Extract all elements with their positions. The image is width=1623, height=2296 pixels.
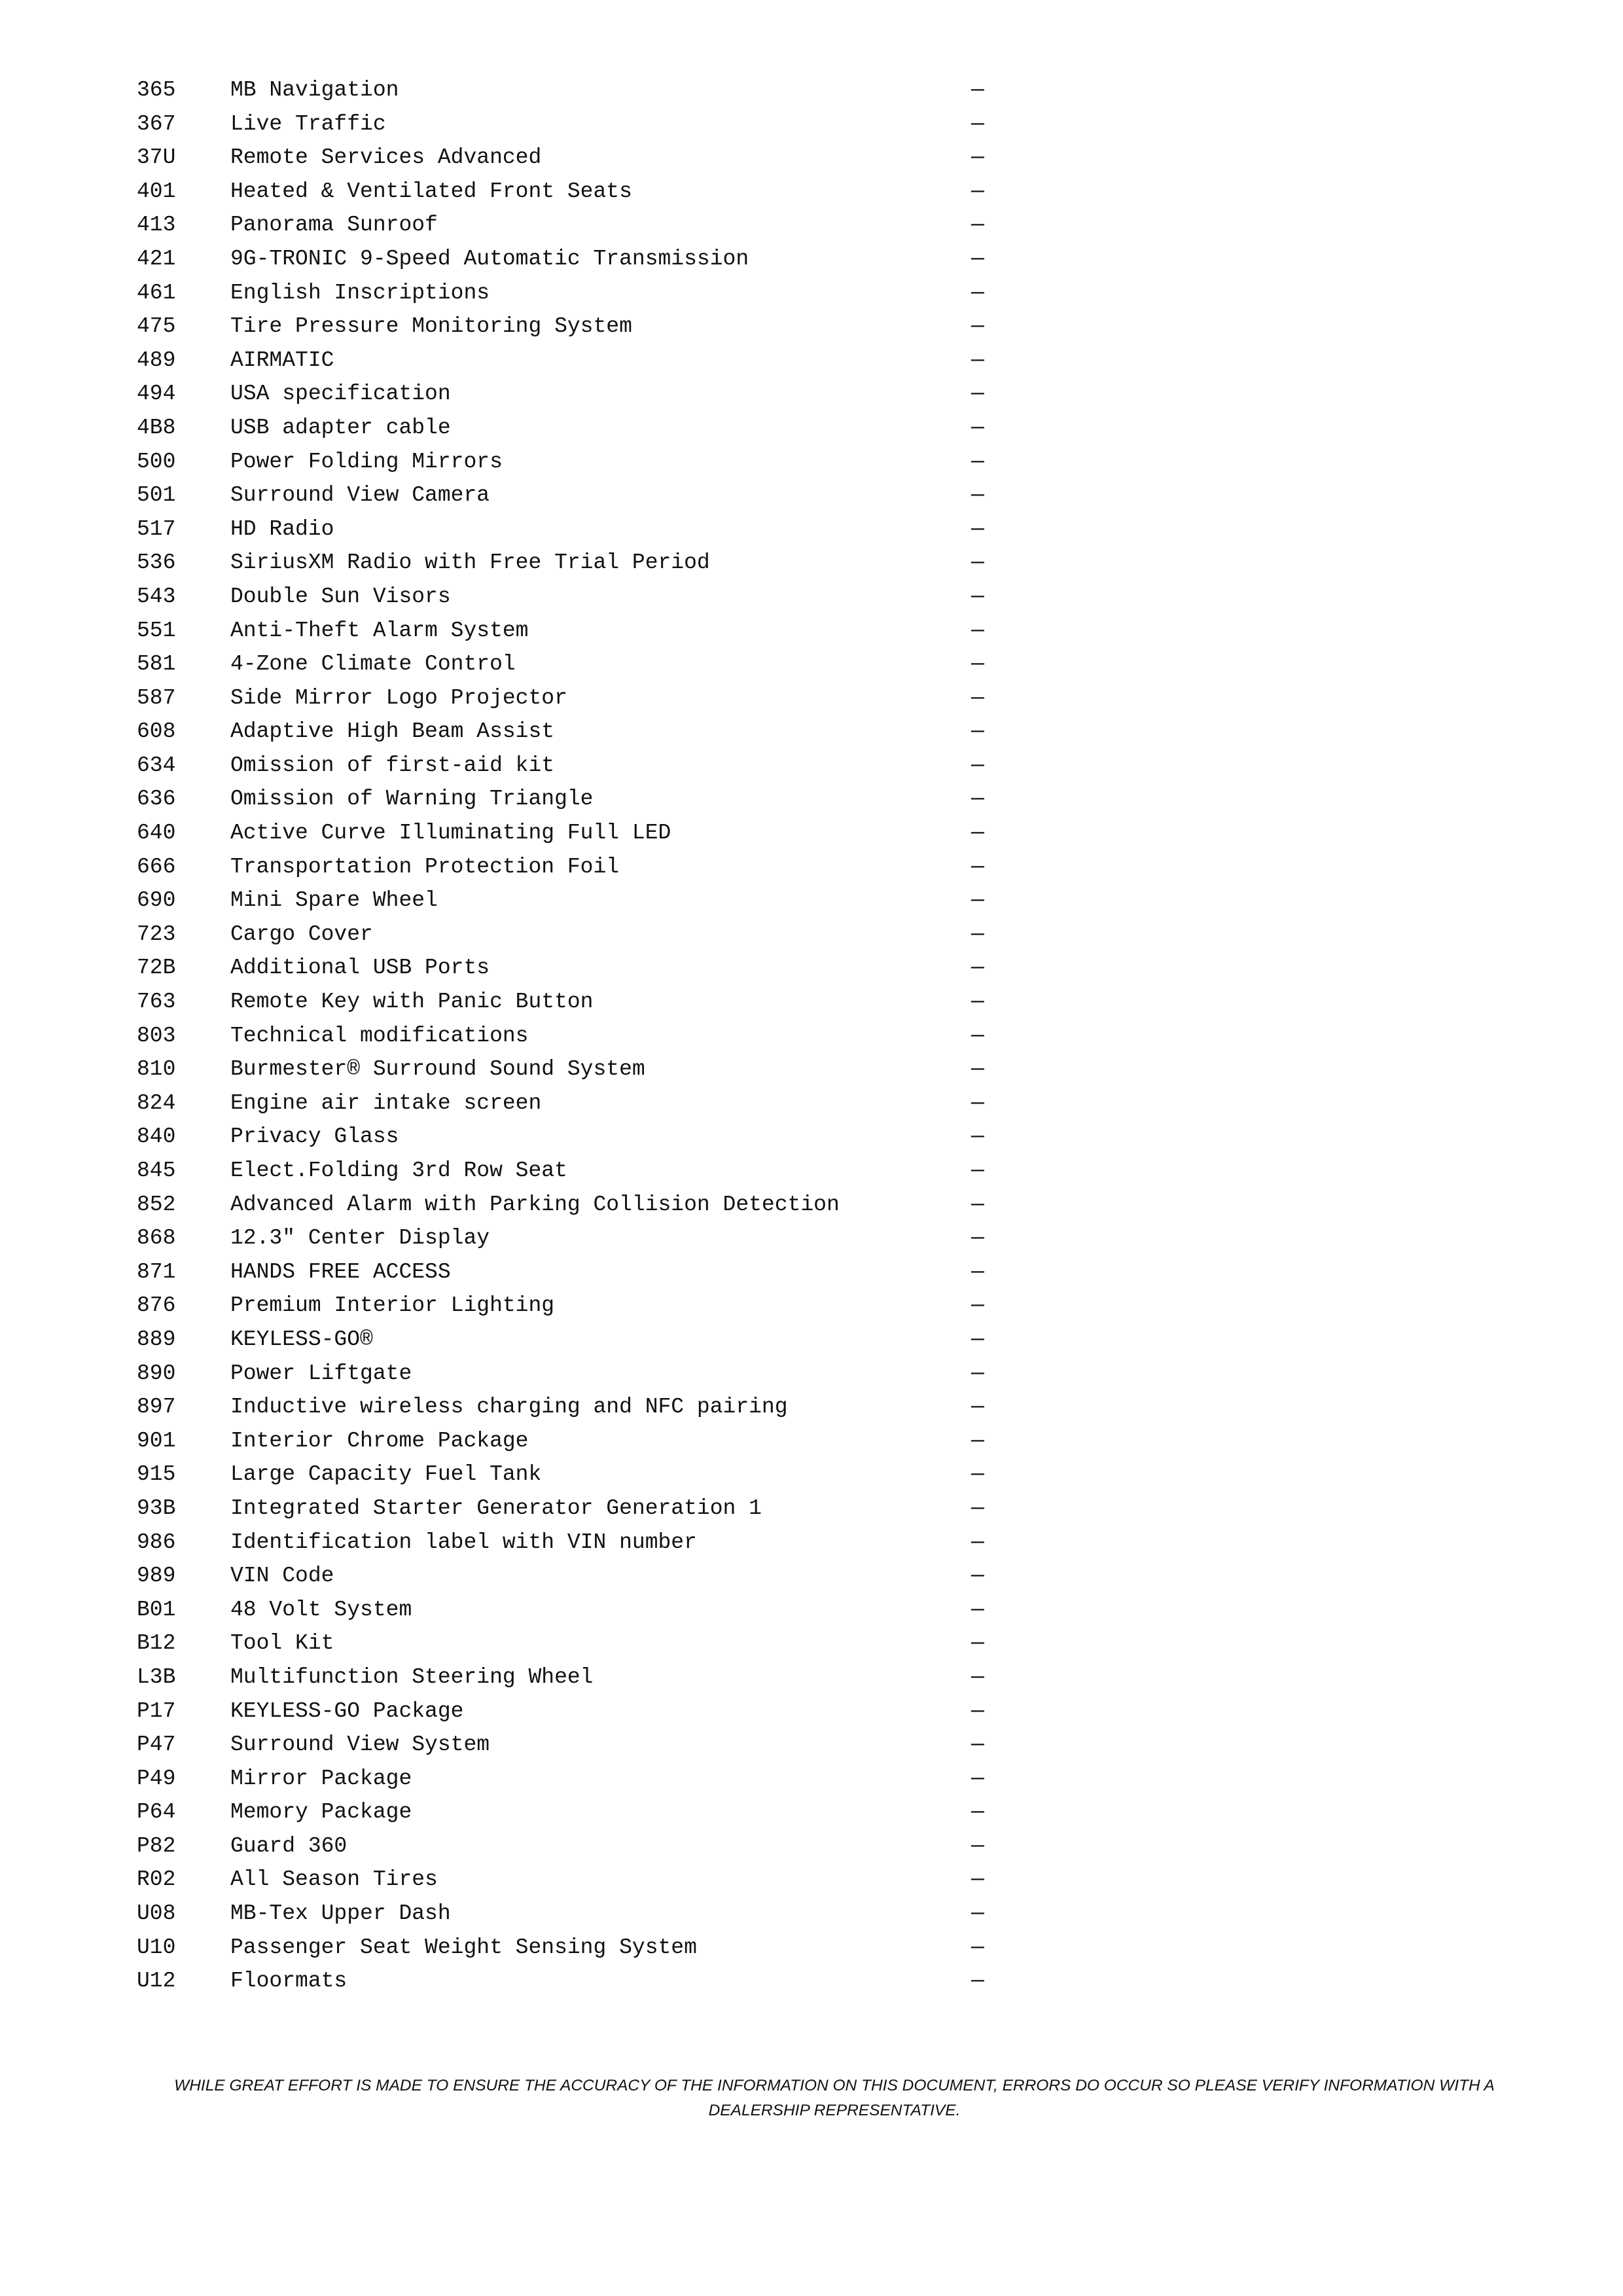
option-description: Mini Spare Wheel bbox=[230, 888, 438, 913]
option-description: Side Mirror Logo Projector bbox=[230, 685, 567, 710]
option-row bbox=[137, 1424, 1001, 1458]
option-row bbox=[137, 208, 1001, 242]
option-price: — bbox=[971, 922, 984, 946]
option-code: 93B bbox=[137, 1496, 176, 1520]
option-price: — bbox=[971, 1698, 984, 1723]
option-description: Remote Key with Panic Button bbox=[230, 990, 594, 1014]
option-row bbox=[137, 580, 1001, 614]
option-code: 500 bbox=[137, 449, 176, 474]
option-code: 852 bbox=[137, 1192, 176, 1217]
option-row bbox=[137, 1931, 1001, 1965]
option-price: — bbox=[971, 449, 984, 474]
option-row bbox=[137, 1593, 1001, 1627]
option-code: 401 bbox=[137, 179, 176, 204]
option-price: — bbox=[971, 1631, 984, 1656]
option-description: Engine air intake screen bbox=[230, 1090, 542, 1115]
option-price: — bbox=[971, 787, 984, 812]
option-code: 501 bbox=[137, 483, 176, 508]
option-row bbox=[137, 478, 1001, 512]
option-code: R02 bbox=[137, 1867, 176, 1892]
option-row bbox=[137, 107, 1001, 141]
option-price: — bbox=[971, 719, 984, 744]
option-description: HD Radio bbox=[230, 516, 334, 541]
option-price: — bbox=[971, 1664, 984, 1689]
option-row bbox=[137, 1052, 1001, 1086]
option-price: — bbox=[971, 1935, 984, 1960]
option-price: — bbox=[971, 1901, 984, 1926]
option-description: Active Curve Illuminating Full LED bbox=[230, 821, 671, 846]
option-description: Omission of first-aid kit bbox=[230, 753, 555, 778]
option-row bbox=[137, 276, 1001, 310]
option-code: 871 bbox=[137, 1259, 176, 1284]
option-code: 876 bbox=[137, 1293, 176, 1318]
option-description: Mirror Package bbox=[230, 1766, 412, 1791]
option-description: VIN Code bbox=[230, 1564, 334, 1588]
option-price: — bbox=[971, 1496, 984, 1520]
option-price: — bbox=[971, 1361, 984, 1386]
option-price: — bbox=[971, 246, 984, 271]
option-row bbox=[137, 344, 1001, 378]
option-description: HANDS FREE ACCESS bbox=[230, 1259, 451, 1284]
option-row bbox=[137, 1120, 1001, 1154]
option-code: 989 bbox=[137, 1564, 176, 1588]
option-description: USB adapter cable bbox=[230, 415, 451, 440]
option-description: Adaptive High Beam Assist bbox=[230, 719, 555, 744]
option-price: — bbox=[971, 990, 984, 1014]
option-row bbox=[137, 1255, 1001, 1289]
option-price: — bbox=[971, 618, 984, 643]
option-row bbox=[137, 1728, 1001, 1762]
option-price: — bbox=[971, 516, 984, 541]
option-code: 840 bbox=[137, 1124, 176, 1149]
option-row bbox=[137, 310, 1001, 344]
option-price: — bbox=[971, 1327, 984, 1352]
option-description: Tire Pressure Monitoring System bbox=[230, 314, 632, 339]
option-code: 608 bbox=[137, 719, 176, 744]
option-code: 897 bbox=[137, 1395, 176, 1420]
option-code: 475 bbox=[137, 314, 176, 339]
option-description: Heated & Ventilated Front Seats bbox=[230, 179, 632, 204]
option-price: — bbox=[971, 821, 984, 846]
option-description: Burmester® Surround Sound System bbox=[230, 1057, 645, 1082]
option-code: 536 bbox=[137, 550, 176, 575]
option-code: 37U bbox=[137, 145, 176, 170]
option-description: Privacy Glass bbox=[230, 1124, 399, 1149]
option-description: Tool Kit bbox=[230, 1631, 334, 1656]
option-description: Inductive wireless charging and NFC pairing bbox=[230, 1395, 788, 1420]
option-row bbox=[137, 1626, 1001, 1660]
option-description: Guard 360 bbox=[230, 1833, 348, 1858]
option-code: 517 bbox=[137, 516, 176, 541]
option-row bbox=[137, 1289, 1001, 1323]
option-description: English Inscriptions bbox=[230, 280, 490, 305]
option-code: 666 bbox=[137, 854, 176, 879]
option-description: Power Liftgate bbox=[230, 1361, 412, 1386]
option-code: 367 bbox=[137, 111, 176, 136]
option-description: Anti-Theft Alarm System bbox=[230, 618, 529, 643]
option-row bbox=[137, 1526, 1001, 1560]
option-price: — bbox=[971, 1969, 984, 1994]
option-description: USA specification bbox=[230, 382, 451, 406]
option-description: Cargo Cover bbox=[230, 922, 373, 946]
option-code: 365 bbox=[137, 78, 176, 102]
option-row bbox=[137, 1492, 1001, 1526]
option-row bbox=[137, 1695, 1001, 1729]
option-row bbox=[137, 918, 1001, 952]
option-code: 4B8 bbox=[137, 415, 176, 440]
option-price: — bbox=[971, 179, 984, 204]
option-row bbox=[137, 681, 1001, 715]
option-description: Panorama Sunroof bbox=[230, 213, 438, 238]
option-description: Surround View System bbox=[230, 1732, 490, 1757]
option-code: 824 bbox=[137, 1090, 176, 1115]
option-code: 723 bbox=[137, 922, 176, 946]
option-row bbox=[137, 816, 1001, 850]
option-row bbox=[137, 1458, 1001, 1492]
option-description: Double Sun Visors bbox=[230, 584, 451, 609]
option-description: Multifunction Steering Wheel bbox=[230, 1664, 594, 1689]
option-code: P82 bbox=[137, 1833, 176, 1858]
option-row bbox=[137, 614, 1001, 648]
option-code: P49 bbox=[137, 1766, 176, 1791]
option-code: 890 bbox=[137, 1361, 176, 1386]
option-row bbox=[137, 749, 1001, 783]
disclaimer-text: WHILE GREAT EFFORT IS MADE TO ENSURE THE ACCURACY OF THE INFORMATION ON THIS DOCUMENT, ERRORS DO OCCUR SO PLEASE VERIFY INFORMATION WITH A DEALERSHIP REPRESENTATIVE. bbox=[174, 2077, 1495, 2119]
option-row bbox=[137, 1323, 1001, 1357]
option-price: — bbox=[971, 1192, 984, 1217]
option-code: 901 bbox=[137, 1428, 176, 1453]
option-description: Memory Package bbox=[230, 1800, 412, 1825]
option-description: Additional USB Ports bbox=[230, 956, 490, 980]
option-row bbox=[137, 445, 1001, 479]
option-row bbox=[137, 175, 1001, 209]
option-row bbox=[137, 1897, 1001, 1931]
option-row bbox=[137, 884, 1001, 918]
option-description: All Season Tires bbox=[230, 1867, 438, 1892]
option-row bbox=[137, 1154, 1001, 1188]
option-code: 868 bbox=[137, 1226, 176, 1251]
option-code: 763 bbox=[137, 990, 176, 1014]
option-description: Interior Chrome Package bbox=[230, 1428, 529, 1453]
option-row bbox=[137, 1964, 1001, 1998]
option-description: Technical modifications bbox=[230, 1023, 529, 1048]
option-price: — bbox=[971, 1867, 984, 1892]
option-price: — bbox=[971, 1428, 984, 1453]
option-code: P47 bbox=[137, 1732, 176, 1757]
option-price: — bbox=[971, 1226, 984, 1251]
option-description: 4-Zone Climate Control bbox=[230, 652, 516, 677]
option-price: — bbox=[971, 111, 984, 136]
option-code: 986 bbox=[137, 1530, 176, 1554]
option-code: 551 bbox=[137, 618, 176, 643]
option-price: — bbox=[971, 415, 984, 440]
option-code: 587 bbox=[137, 685, 176, 710]
option-code: 636 bbox=[137, 787, 176, 812]
option-code: 421 bbox=[137, 246, 176, 271]
option-description: Surround View Camera bbox=[230, 483, 490, 508]
option-code: U08 bbox=[137, 1901, 176, 1926]
option-description: 9G-TRONIC 9-Speed Automatic Transmission bbox=[230, 246, 749, 271]
option-row bbox=[137, 411, 1001, 445]
option-row bbox=[137, 782, 1001, 816]
option-code: 690 bbox=[137, 888, 176, 913]
option-price: — bbox=[971, 382, 984, 406]
option-row bbox=[137, 1795, 1001, 1829]
option-price: — bbox=[971, 348, 984, 372]
option-price: — bbox=[971, 888, 984, 913]
option-price: — bbox=[971, 1732, 984, 1757]
option-price: — bbox=[971, 1462, 984, 1487]
option-description: 12.3" Center Display bbox=[230, 1226, 490, 1251]
option-price: — bbox=[971, 483, 984, 508]
option-row bbox=[137, 715, 1001, 749]
option-price: — bbox=[971, 1124, 984, 1149]
option-description: MB-Tex Upper Dash bbox=[230, 1901, 451, 1926]
option-description: Advanced Alarm with Parking Collision Detection bbox=[230, 1192, 840, 1217]
option-price: — bbox=[971, 1293, 984, 1318]
option-code: 810 bbox=[137, 1057, 176, 1082]
option-row bbox=[137, 647, 1001, 681]
option-row bbox=[137, 73, 1001, 107]
option-description: Elect.Folding 3rd Row Seat bbox=[230, 1158, 567, 1183]
option-price: — bbox=[971, 1057, 984, 1082]
option-code: 543 bbox=[137, 584, 176, 609]
option-row bbox=[137, 1357, 1001, 1391]
option-description: Transportation Protection Foil bbox=[230, 854, 620, 879]
option-row bbox=[137, 546, 1001, 580]
option-code: 634 bbox=[137, 753, 176, 778]
option-row bbox=[137, 1762, 1001, 1796]
option-code: B12 bbox=[137, 1631, 176, 1656]
option-code: 845 bbox=[137, 1158, 176, 1183]
option-price: — bbox=[971, 1766, 984, 1791]
option-price: — bbox=[971, 280, 984, 305]
option-price: — bbox=[971, 1023, 984, 1048]
option-row bbox=[137, 1863, 1001, 1897]
option-price: — bbox=[971, 1158, 984, 1183]
option-price: — bbox=[971, 1564, 984, 1588]
options-list bbox=[137, 73, 1001, 1998]
option-code: B01 bbox=[137, 1597, 176, 1622]
option-code: 72B bbox=[137, 956, 176, 980]
option-price: — bbox=[971, 1090, 984, 1115]
option-price: — bbox=[971, 1597, 984, 1622]
option-description: Power Folding Mirrors bbox=[230, 449, 503, 474]
option-code: 889 bbox=[137, 1327, 176, 1352]
option-price: — bbox=[971, 1800, 984, 1825]
option-code: 640 bbox=[137, 821, 176, 846]
option-row bbox=[137, 242, 1001, 276]
option-code: P64 bbox=[137, 1800, 176, 1825]
option-price: — bbox=[971, 584, 984, 609]
option-row bbox=[137, 377, 1001, 411]
option-row bbox=[137, 1086, 1001, 1121]
option-code: L3B bbox=[137, 1664, 176, 1689]
option-price: — bbox=[971, 314, 984, 339]
option-price: — bbox=[971, 956, 984, 980]
option-row bbox=[137, 1829, 1001, 1863]
option-price: — bbox=[971, 145, 984, 170]
option-description: MB Navigation bbox=[230, 78, 399, 102]
option-row bbox=[137, 1019, 1001, 1053]
option-description: Integrated Starter Generator Generation 1 bbox=[230, 1496, 762, 1520]
option-price: — bbox=[971, 652, 984, 677]
option-description: Remote Services Advanced bbox=[230, 145, 542, 170]
option-description: Large Capacity Fuel Tank bbox=[230, 1462, 542, 1487]
option-price: — bbox=[971, 685, 984, 710]
option-description: KEYLESS-GO® bbox=[230, 1327, 373, 1352]
option-description: Premium Interior Lighting bbox=[230, 1293, 555, 1318]
option-row bbox=[137, 141, 1001, 175]
option-description: SiriusXM Radio with Free Trial Period bbox=[230, 550, 710, 575]
option-description: Identification label with VIN number bbox=[230, 1530, 697, 1554]
option-code: 803 bbox=[137, 1023, 176, 1048]
option-code: 489 bbox=[137, 348, 176, 372]
option-row bbox=[137, 512, 1001, 547]
option-row bbox=[137, 1559, 1001, 1593]
option-row bbox=[137, 1188, 1001, 1222]
option-price: — bbox=[971, 213, 984, 238]
option-code: P17 bbox=[137, 1698, 176, 1723]
option-description: Floormats bbox=[230, 1969, 348, 1994]
option-row bbox=[137, 951, 1001, 985]
option-description: KEYLESS-GO Package bbox=[230, 1698, 464, 1723]
option-code: 915 bbox=[137, 1462, 176, 1487]
option-row bbox=[137, 1221, 1001, 1255]
option-price: — bbox=[971, 854, 984, 879]
option-code: 581 bbox=[137, 652, 176, 677]
option-description: Live Traffic bbox=[230, 111, 386, 136]
option-row bbox=[137, 1660, 1001, 1695]
option-price: — bbox=[971, 550, 984, 575]
option-price: — bbox=[971, 753, 984, 778]
option-row bbox=[137, 850, 1001, 884]
option-price: — bbox=[971, 1530, 984, 1554]
option-code: U12 bbox=[137, 1969, 176, 1994]
option-code: 494 bbox=[137, 382, 176, 406]
option-description: Passenger Seat Weight Sensing System bbox=[230, 1935, 697, 1960]
option-price: — bbox=[971, 1395, 984, 1420]
option-row bbox=[137, 985, 1001, 1019]
option-row bbox=[137, 1390, 1001, 1424]
option-price: — bbox=[971, 78, 984, 102]
option-description: 48 Volt System bbox=[230, 1597, 412, 1622]
option-description: Omission of Warning Triangle bbox=[230, 787, 594, 812]
option-code: 413 bbox=[137, 213, 176, 238]
option-code: 461 bbox=[137, 280, 176, 305]
option-price: — bbox=[971, 1259, 984, 1284]
option-description: AIRMATIC bbox=[230, 348, 334, 372]
option-price: — bbox=[971, 1833, 984, 1858]
option-code: U10 bbox=[137, 1935, 176, 1960]
